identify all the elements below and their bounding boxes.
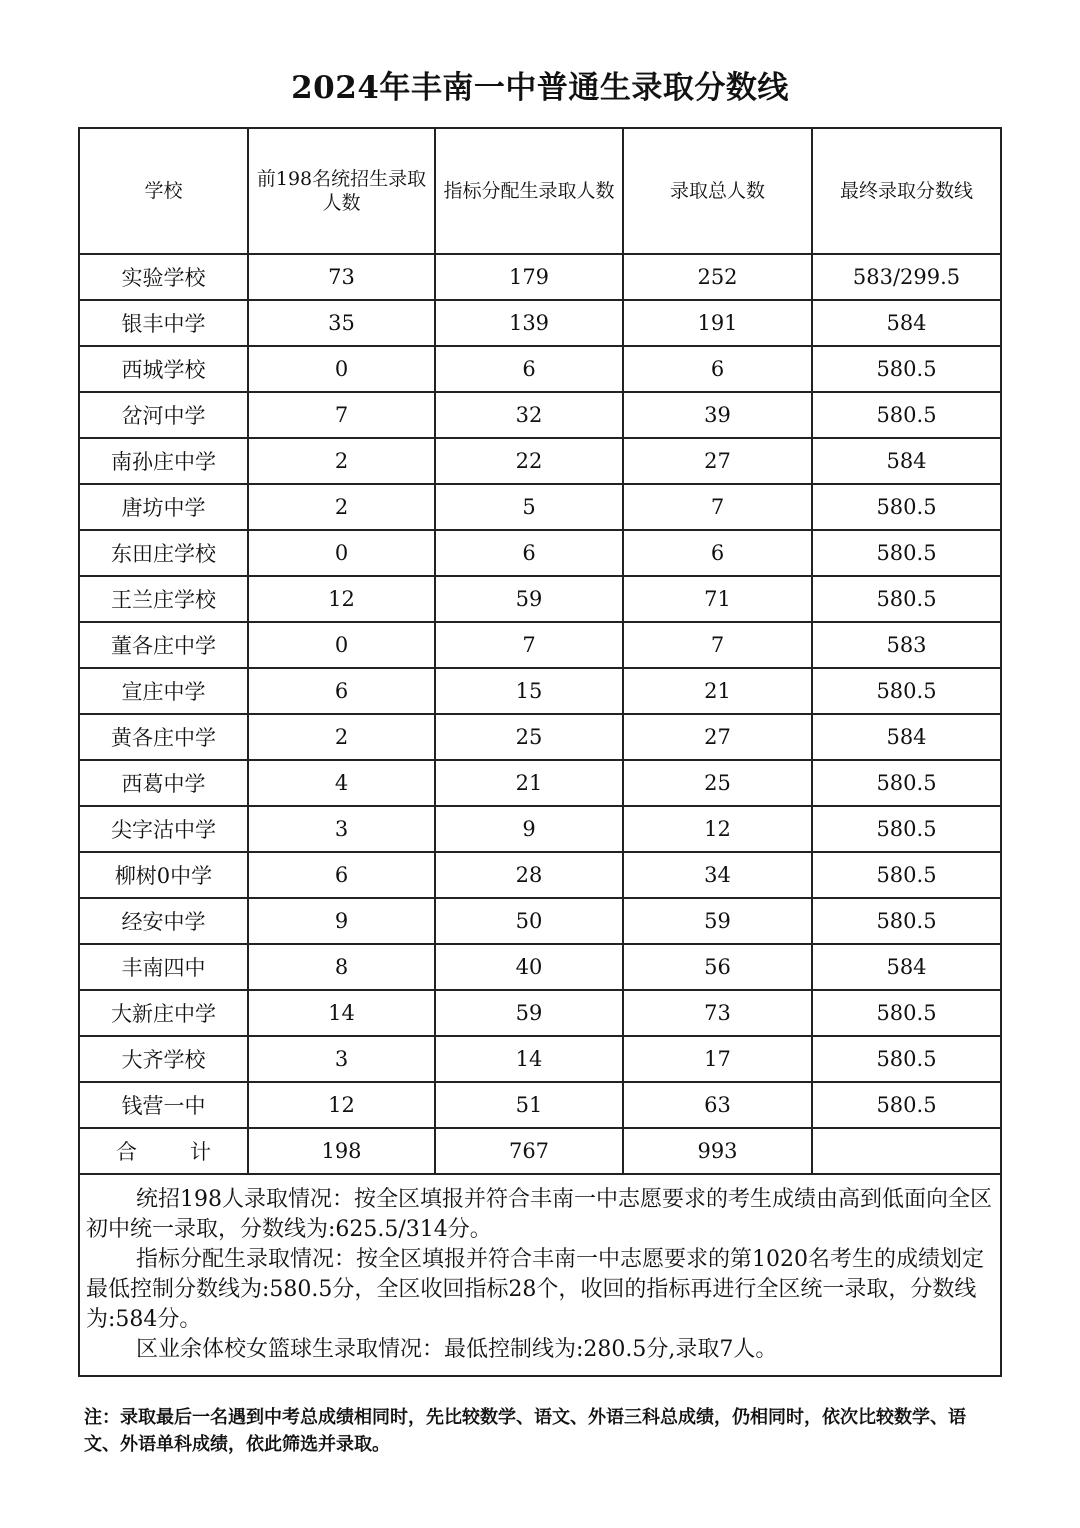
note-quota-admission: 指标分配生录取情况：按全区填报并符合丰南一中志愿要求的第1020名考生的成绩划定最低控制分数线为:580.5分，全区收回指标28个，收回的指标再进行全区统一录取，分数线为:584分。 <box>86 1247 984 1332</box>
cell-quota: 139 <box>435 300 623 346</box>
cell-top198: 35 <box>248 300 435 346</box>
cell-total: 27 <box>623 714 812 760</box>
cell-score: 580.5 <box>812 346 1001 392</box>
page-title: 2024年丰南一中普通生录取分数线 <box>291 70 789 106</box>
cell-score: 583 <box>812 622 1001 668</box>
cell-quota: 28 <box>435 852 623 898</box>
cell-school: 王兰庄学校 <box>79 576 248 622</box>
table-row <box>79 1036 1001 1082</box>
cell-top198: 2 <box>248 484 435 530</box>
cell-score: 580.5 <box>812 806 1001 852</box>
table-row <box>79 944 1001 990</box>
cell-score: 584 <box>812 944 1001 990</box>
table-row <box>79 622 1001 668</box>
cell-school: 唐坊中学 <box>79 484 248 530</box>
total-top198: 198 <box>248 1128 435 1174</box>
cell-top198: 2 <box>248 714 435 760</box>
cell-total: 71 <box>623 576 812 622</box>
table-row <box>79 990 1001 1036</box>
cell-top198: 0 <box>248 622 435 668</box>
cell-quota: 32 <box>435 392 623 438</box>
cell-school: 岔河中学 <box>79 392 248 438</box>
cell-quota: 59 <box>435 990 623 1036</box>
cell-total: 21 <box>623 668 812 714</box>
total-score <box>812 1128 1001 1174</box>
cell-total: 252 <box>623 254 812 300</box>
cell-quota: 7 <box>435 622 623 668</box>
cell-school: 黄各庄中学 <box>79 714 248 760</box>
table-row <box>79 530 1001 576</box>
cell-total: 59 <box>623 898 812 944</box>
cell-top198: 0 <box>248 346 435 392</box>
cell-total: 25 <box>623 760 812 806</box>
footnote: 注：录取最后一名遇到中考总成绩相同时，先比较数学、语文、外语三科总成绩，仍相同时，依次比较数学、语文、外语单科成绩，依此筛选并录取。 <box>84 1407 966 1455</box>
notes-row <box>79 1174 1001 1376</box>
header-final-score: 最终录取分数线 <box>812 128 1001 254</box>
cell-score: 580.5 <box>812 898 1001 944</box>
cell-quota: 21 <box>435 760 623 806</box>
cell-school: 董各庄中学 <box>79 622 248 668</box>
cell-school: 柳树0中学 <box>79 852 248 898</box>
cell-school: 大齐学校 <box>79 1036 248 1082</box>
cell-school: 西葛中学 <box>79 760 248 806</box>
cell-top198: 6 <box>248 668 435 714</box>
cell-total: 7 <box>623 622 812 668</box>
cell-quota: 50 <box>435 898 623 944</box>
cell-total: 7 <box>623 484 812 530</box>
cell-top198: 12 <box>248 576 435 622</box>
table-row <box>79 898 1001 944</box>
total-row <box>79 1128 1001 1174</box>
cell-quota: 5 <box>435 484 623 530</box>
cell-score: 580.5 <box>812 530 1001 576</box>
cell-quota: 6 <box>435 530 623 576</box>
cell-total: 6 <box>623 346 812 392</box>
cell-score: 580.5 <box>812 760 1001 806</box>
cell-school: 大新庄中学 <box>79 990 248 1036</box>
cell-total: 34 <box>623 852 812 898</box>
table-row <box>79 438 1001 484</box>
table-body <box>79 254 1001 1128</box>
cell-quota: 9 <box>435 806 623 852</box>
table-header-row <box>79 128 1001 254</box>
cell-quota: 51 <box>435 1082 623 1128</box>
header-school: 学校 <box>79 128 248 254</box>
cell-school: 实验学校 <box>79 254 248 300</box>
cell-top198: 12 <box>248 1082 435 1128</box>
cell-score: 584 <box>812 714 1001 760</box>
table-row <box>79 484 1001 530</box>
cell-quota: 6 <box>435 346 623 392</box>
table-row <box>79 392 1001 438</box>
cell-score: 580.5 <box>812 484 1001 530</box>
cell-top198: 9 <box>248 898 435 944</box>
cell-total: 39 <box>623 392 812 438</box>
total-label: 合 计 <box>79 1128 248 1174</box>
cell-total: 27 <box>623 438 812 484</box>
cell-school: 宣庄中学 <box>79 668 248 714</box>
cell-total: 6 <box>623 530 812 576</box>
cell-school: 尖字沽中学 <box>79 806 248 852</box>
table-row <box>79 1082 1001 1128</box>
cell-school: 经安中学 <box>79 898 248 944</box>
notes-cell <box>79 1174 1001 1376</box>
note-unified-admission: 统招198人录取情况：按全区填报并符合丰南一中志愿要求的考生成绩由高到低面向全区初中统一录取，分数线为:625.5/314分。 <box>86 1187 992 1242</box>
cell-total: 73 <box>623 990 812 1036</box>
cell-score: 584 <box>812 438 1001 484</box>
cell-score: 580.5 <box>812 668 1001 714</box>
cell-top198: 3 <box>248 1036 435 1082</box>
cell-total: 56 <box>623 944 812 990</box>
cell-total: 191 <box>623 300 812 346</box>
cell-total: 63 <box>623 1082 812 1128</box>
cell-school: 南孙庄中学 <box>79 438 248 484</box>
table-row <box>79 300 1001 346</box>
note-basketball-admission: 区业余体校女篮球生录取情况：最低控制线为:280.5分,录取7人。 <box>136 1337 778 1362</box>
table-row <box>79 806 1001 852</box>
cell-top198: 0 <box>248 530 435 576</box>
cell-quota: 25 <box>435 714 623 760</box>
table-row <box>79 576 1001 622</box>
cell-quota: 40 <box>435 944 623 990</box>
total-admitted: 993 <box>623 1128 812 1174</box>
cell-score: 580.5 <box>812 1036 1001 1082</box>
cell-top198: 6 <box>248 852 435 898</box>
cell-total: 17 <box>623 1036 812 1082</box>
header-quota-count: 指标分配生录取人数 <box>435 128 623 254</box>
table-row <box>79 852 1001 898</box>
cell-top198: 7 <box>248 392 435 438</box>
cell-score: 580.5 <box>812 392 1001 438</box>
cell-quota: 59 <box>435 576 623 622</box>
cell-score: 583/299.5 <box>812 254 1001 300</box>
cell-score: 580.5 <box>812 852 1001 898</box>
cell-quota: 15 <box>435 668 623 714</box>
header-total-count: 录取总人数 <box>623 128 812 254</box>
total-quota: 767 <box>435 1128 623 1174</box>
cell-top198: 8 <box>248 944 435 990</box>
table-row <box>79 346 1001 392</box>
table-row <box>79 254 1001 300</box>
cell-score: 580.5 <box>812 576 1001 622</box>
cell-total: 12 <box>623 806 812 852</box>
cell-school: 东田庄学校 <box>79 530 248 576</box>
cell-quota: 14 <box>435 1036 623 1082</box>
cell-score: 580.5 <box>812 1082 1001 1128</box>
cell-school: 银丰中学 <box>79 300 248 346</box>
table-row <box>79 668 1001 714</box>
cell-quota: 22 <box>435 438 623 484</box>
table-row <box>79 760 1001 806</box>
cell-top198: 4 <box>248 760 435 806</box>
table-row <box>79 714 1001 760</box>
cell-score: 580.5 <box>812 990 1001 1036</box>
cell-score: 584 <box>812 300 1001 346</box>
header-top198-count: 前198名统招生录取人数 <box>248 128 435 254</box>
cell-top198: 73 <box>248 254 435 300</box>
cell-school: 丰南四中 <box>79 944 248 990</box>
cell-top198: 14 <box>248 990 435 1036</box>
cell-school: 钱营一中 <box>79 1082 248 1128</box>
cell-top198: 3 <box>248 806 435 852</box>
admission-score-table <box>78 127 1002 1377</box>
cell-quota: 179 <box>435 254 623 300</box>
cell-top198: 2 <box>248 438 435 484</box>
cell-school: 西城学校 <box>79 346 248 392</box>
